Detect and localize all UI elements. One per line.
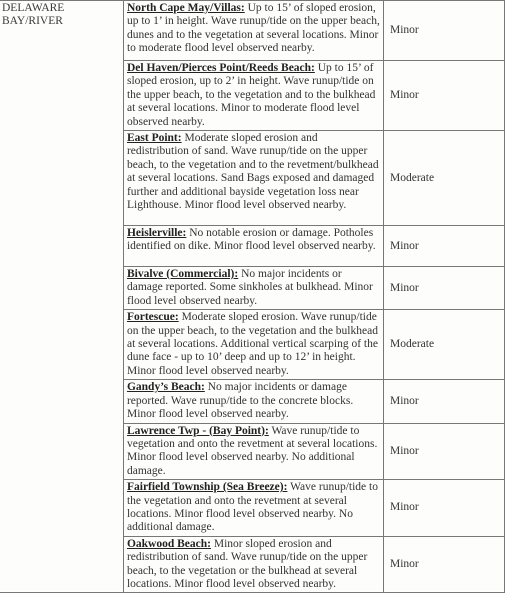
impact-cell: Minor [384,61,505,131]
description-text: Wave runup/tide to the vegetation and onto the revetment at several locations. Minor flood level observed nearby. No additional damage. [126,481,378,534]
impact-cell: Minor [384,226,505,267]
description-text: Moderate sloped erosion and redistribution of sand. Wave runup/tide on the upper beach, to the vegetation and to the revetment/bulkhead at several locations. Sand Bags exposed and damaged further and additional bayside vegetation loss near Lighthouse. Minor flood level observed nearby. [126,132,379,212]
location-name: Fortescue: [126,311,179,324]
description-cell [123,267,383,310]
impact-cell: Minor [384,267,505,310]
description-text: Wave runup/tide to vegetation and onto the revetment at several locations. Minor flood level observed nearby. No additional damage. [126,424,378,477]
description-cell [123,380,383,423]
description-text: No major incidents or damage reported. Some sinkholes at bulkhead. Minor flood level observed nearby. [126,268,373,307]
impact-cell: Minor [384,536,505,593]
description-text: No major incidents or damage reported. Wave runup/tide to the concrete blocks. Minor flood level observed nearby. [126,381,354,421]
description-cell [123,1,383,61]
description-cell [123,131,383,226]
region-name-line-2: BAY/RIVER [2,15,63,27]
description-text: Up to 15’ of sloped erosion, up to 1’ in height. Wave runup/tide on the upper beach, dunes and to the vegetation at several locations. Minor to moderate flood level observed nearby. [126,2,380,55]
description-text: Minor sloped erosion and redistribution of sand. Wave runup/tide on the upper beach, to the vegetation or the bulkhead at several locations. Minor flood level observed nearby. [126,537,368,590]
impact-cell: Minor [384,1,505,61]
impact-cell: Minor [384,380,505,423]
description-text: No notable erosion or damage. Potholes identified on dike. Minor flood level observed nearby. [126,227,376,253]
location-name: Oakwood Beach: [126,537,211,550]
location-name: North Cape May/Villas: [126,2,245,14]
description-cell [123,310,383,380]
description-text: Up to 15’ of sloped erosion, up to 2’ in height. Wave runup/tide on the upper beach, to the vegetation and to the bulkhead at several locations. Minor to moderate flood level observed nearby. [126,62,376,128]
description-cell [123,61,383,131]
description-text: Moderate sloped erosion. Wave runup/tide on the upper beach, to the vegetation and the bulkhead at several locations. Additional vertical scarping of the dune face - up to 10’ deep and up to 12’ in height. Minor flood level observed nearby. [126,311,378,377]
location-name: East Point: [126,132,182,145]
impact-cell: Moderate [384,310,505,380]
description-cell [123,226,383,267]
location-name: Heislerville: [126,227,187,240]
region-cell [0,1,123,593]
impact-cell: Minor [384,423,505,480]
location-name: Gandy’s Beach: [126,381,205,394]
location-name: Bivalve (Commercial): [126,268,239,281]
table-row [0,1,505,61]
impact-cell: Moderate [384,131,505,226]
location-name: Lawrence Twp - (Bay Point): [126,424,269,437]
description-cell [123,536,383,593]
location-name: Fairfield Township (Sea Breeze): [126,481,288,494]
region-name-line-1: DELAWARE [2,2,65,14]
description-cell [123,423,383,480]
impact-cell: Minor [384,480,505,537]
description-cell [123,480,383,537]
location-name: Del Haven/Pierces Point/Reeds Beach: [126,62,315,74]
